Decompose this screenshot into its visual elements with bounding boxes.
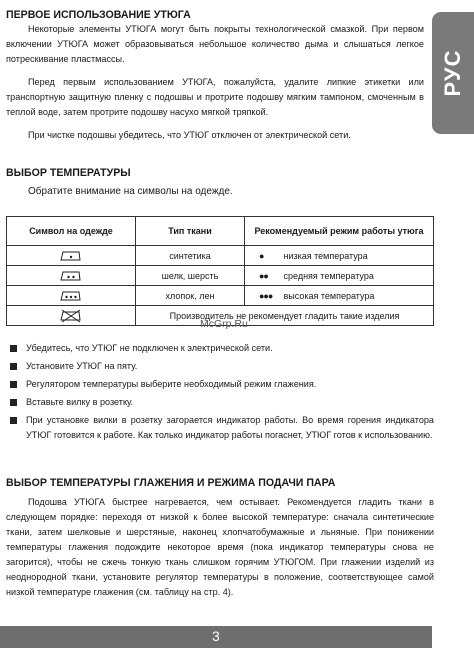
temperature-note: Обратите внимание на символы на одежде. [28, 186, 233, 197]
dots-marker: ●●● [259, 290, 273, 301]
header-fabric: Тип ткани [136, 217, 245, 246]
mode-cell: высокая температура [283, 290, 375, 301]
header-mode: Рекомендуемый режим работы утюга [245, 217, 434, 246]
page-number: 3 [212, 628, 220, 644]
language-tab [432, 12, 474, 134]
list-item: Вставьте вилку в розетку. [6, 395, 434, 410]
header-symbol: Символ на одежде [7, 217, 136, 246]
steam-heading: ВЫБОР ТЕМПЕРАТУРЫ ГЛАЖЕНИЯ И РЕЖИМА ПОДАЧИ ПАРА [6, 477, 336, 489]
list-item: Регулятором температуры выберите необходимый режим глажения. [6, 377, 434, 392]
footer-bar [0, 626, 432, 648]
steam-section [6, 476, 434, 600]
mode-cell: низкая температура [283, 250, 368, 261]
steam-paragraph: Подошва УТЮГА быстрее нагревается, чем остывает. Рекомендуется гладить ткани в следующем порядке: переходя от низкой к более высокой температуре: сначала синтетические ткани, затем шелковые и шерстяные, наконец хлопчатобумажные и льняные. При понижении температуры глажения подождите некоторое время (пока индикатор температуры снова не загорится), чтобы не сжечь тонкую ткань слишком горячим УТЮГОМ. При глажении изделий из неоднородной ткани, установите регулятор температуры в положение, соответствующее самой низкой температуре глажения (см. таблицу на стр. 4). [6, 497, 434, 597]
fabric-table [6, 216, 434, 326]
list-item: Убедитесь, что УТЮГ не подключен к электрической сети. [6, 341, 434, 356]
table-row [7, 246, 434, 266]
iron-crossed-out-icon [60, 309, 82, 323]
temperature-section [6, 166, 434, 199]
fabric-cell: хлопок, лен [136, 286, 245, 306]
first-use-section [6, 8, 424, 151]
watermark: McGrp.Ru [200, 318, 248, 330]
table-row [7, 266, 434, 286]
dots-marker: ● [259, 250, 264, 261]
dots-marker: ●● [259, 270, 268, 281]
iron-one-dot-icon [60, 250, 82, 262]
first-use-heading: ПЕРВОЕ ИСПОЛЬЗОВАНИЕ УТЮГА [6, 9, 191, 21]
temperature-heading: ВЫБОР ТЕМПЕРАТУРЫ [6, 167, 131, 179]
steps-list [6, 341, 434, 446]
iron-two-dots-icon [60, 270, 82, 282]
fabric-cell: шелк, шерсть [136, 266, 245, 286]
first-use-paragraph-1: Некоторые элементы УТЮГА могут быть покрыты технологической смазкой. При первом включении УТЮГА может образовываться небольшое количество дыма и слышаться легкое потрескивание пластмассы. [6, 24, 424, 64]
iron-three-dots-icon [60, 290, 82, 302]
table-row [7, 286, 434, 306]
language-label: РУС [440, 49, 465, 97]
no-ironing-cell: Производитель не рекомендует гладить такие изделия [136, 306, 434, 326]
fabric-cell: синтетика [136, 246, 245, 266]
first-use-paragraph-3: При чистке подошвы убедитесь, что УТЮГ отключен от электрической сети. [28, 130, 351, 140]
list-item: Установите УТЮГ на пяту. [6, 359, 434, 374]
list-item: При установке вилки в розетку загорается индикатор работы. Во время горения индикатора УТЮГ готовится к работе. Как только индикатор работы погаснет, УТЮГ готов к использованию. [6, 413, 434, 443]
mode-cell: средняя температура [283, 270, 374, 281]
table-header-row [7, 217, 434, 246]
first-use-paragraph-2: Перед первым использованием УТЮГА, пожалуйста, удалите липкие этикетки или транспортную защитную пленку с подошвы и протрите подошву мягким тампоном, смоченным в теплой воде, затем протрите подошву насухо мягкой тряпкой. [6, 77, 424, 117]
